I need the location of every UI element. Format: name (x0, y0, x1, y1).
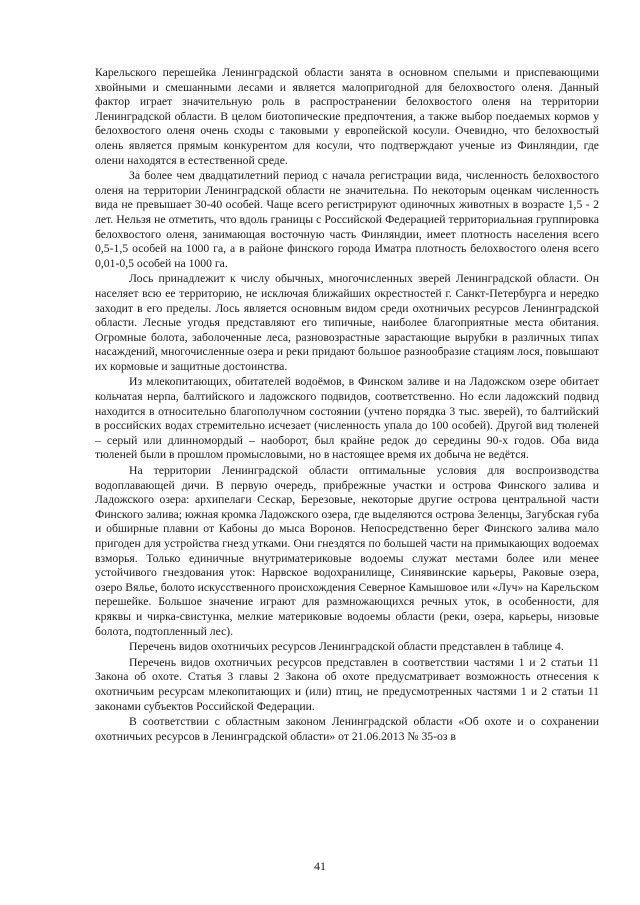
paragraph-white-tailed-deer-habitat: Карельского перешейка Ленинградской области занята в основном спелыми и приспевающими хвойными и смешанными лесами и является малопригодной для белохвостого оленя. Данный фактор играет значительную роль в распространении белохвостого оленя на территории Ленинградской области. В целом биотопические предпочтения, а также выбор поедаемых кормов у белохвостого оленя очень сходы с таковыми у европейской косули. Очевидно, что белохвостый олень является прямым конкурентом для косули, что подтверждают ученые из Финляндии, где олени находятся в естественной среде. (95, 66, 599, 167)
paragraph-regional-law: В соответствии с областным законом Ленинградской области «Об охоте и о сохранении охотничьих ресурсов в Ленинградской области» от 21.06.2013 № 35-оз в (95, 715, 599, 743)
paragraph-waterfowl: На территории Ленинградской области оптимальные условия для воспроизводства водоплавающей дичи. В первую очередь, прибрежные участки и острова Финского залива и Ладожского озера: архипелаги Сескар, Березовые, некоторые другие острова центральной части Финского залива; южная кромка Ладожского озера, где выделяются острова Зеленцы, Загубская губа и обширные плавни от Кабоны до мыса Воронов. Непосредственно берег Финского залива мало пригоден для устройства гнезд утками. Они гнездятся по большей части на примыкающих водоемах взморья. Только единичные внутриматериковые водоемы служат местами более или менее устойчивого гнездования уток: Нарвское водохранилище, Синявинские карьеры, Раковые озера, озеро Вялье, болото искусственного происхождения Северное Камышовое или «Луч» на Карельском перешейке. Большое значение играют для размножающихся речных уток, в особенности, для кряквы и чирка-свистунка, мелкие материковые водоемы области (реки, озера, карьеры, низовые болота, подтопленный лес). (95, 464, 599, 638)
paragraph-seals: Из млекопитающих, обитателей водоёмов, в Финском заливе и на Ладожском озере обитает кольчатая нерпа, балтийского и ладожского подвидов, соответственно. Но если ладожский подвид находится в относительно благополучном состоянии (учтено порядка 3 тыс. зверей), то балтийский в российских водах стремительно исчезает (численность упала до 100 особей). Другой вид тюленей – серый или длинномордый – наоборот, был крайне редок до середины 90-х годов. Оба вида тюленей были в прошлом промысловыми, но в настоящее время их добыча не ведётся. (95, 375, 599, 462)
paragraph-white-tailed-deer-numbers: За более чем двадцатилетний период с начала регистрации вида, численность белохвостого оленя на территории Ленинградской области не значительна. По некоторым оценкам численность вида не превышает 30-40 особей. Чаще всего регистрируют одиночных животных в возрасте 1,5 - 2 лет. Нельзя не отметить, что вдоль границы с Российской Федерацией территориальная группировка белохвостого оленя, занимающая восточную часть Финляндии, имеет плотность населения всего 0,5-1,5 особей на 1000 га, а в районе финского города Иматра плотность белохвостого оленя всего 0,01-0,5 особей на 1000 га. (95, 169, 599, 270)
paragraph-law-reference: Перечень видов охотничьих ресурсов представлен в соответствии частями 1 и 2 статьи 11 Закона об охоте. Статья 3 главы 2 Закона об охоте предусматривает возможность отнесения к охотничьим ресурсам млекопитающих и (или) птиц, не предусмотренных частями 1 и 2 статьи 11 законами субъектов Российской Федерации. (95, 655, 599, 713)
paragraph-moose: Лось принадлежит к числу обычных, многочисленных зверей Ленинградской области. Он населяет всю ее территорию, не исключая ближайших окрестностей г. Санкт-Петербурга и нередко заходит в его пределы. Лось является основным видом среди охотничьих ресурсов Ленинградской области. Лесные угодья представляют его типичные, наиболее благоприятные места обитания. Огромные болота, заболоченные леса, разновозрастные зарастающие вырубки в различных типах насаждений, многочисленные озера и реки придают большое разнообразие стациям лося, повышают их кормовые и защитные достоинства. (95, 272, 599, 373)
body-text (95, 66, 599, 745)
paragraph-table-reference: Перечень видов охотничьих ресурсов Ленинградской области представлен в таблице 4. (129, 640, 564, 654)
page-number: 41 (314, 859, 326, 873)
